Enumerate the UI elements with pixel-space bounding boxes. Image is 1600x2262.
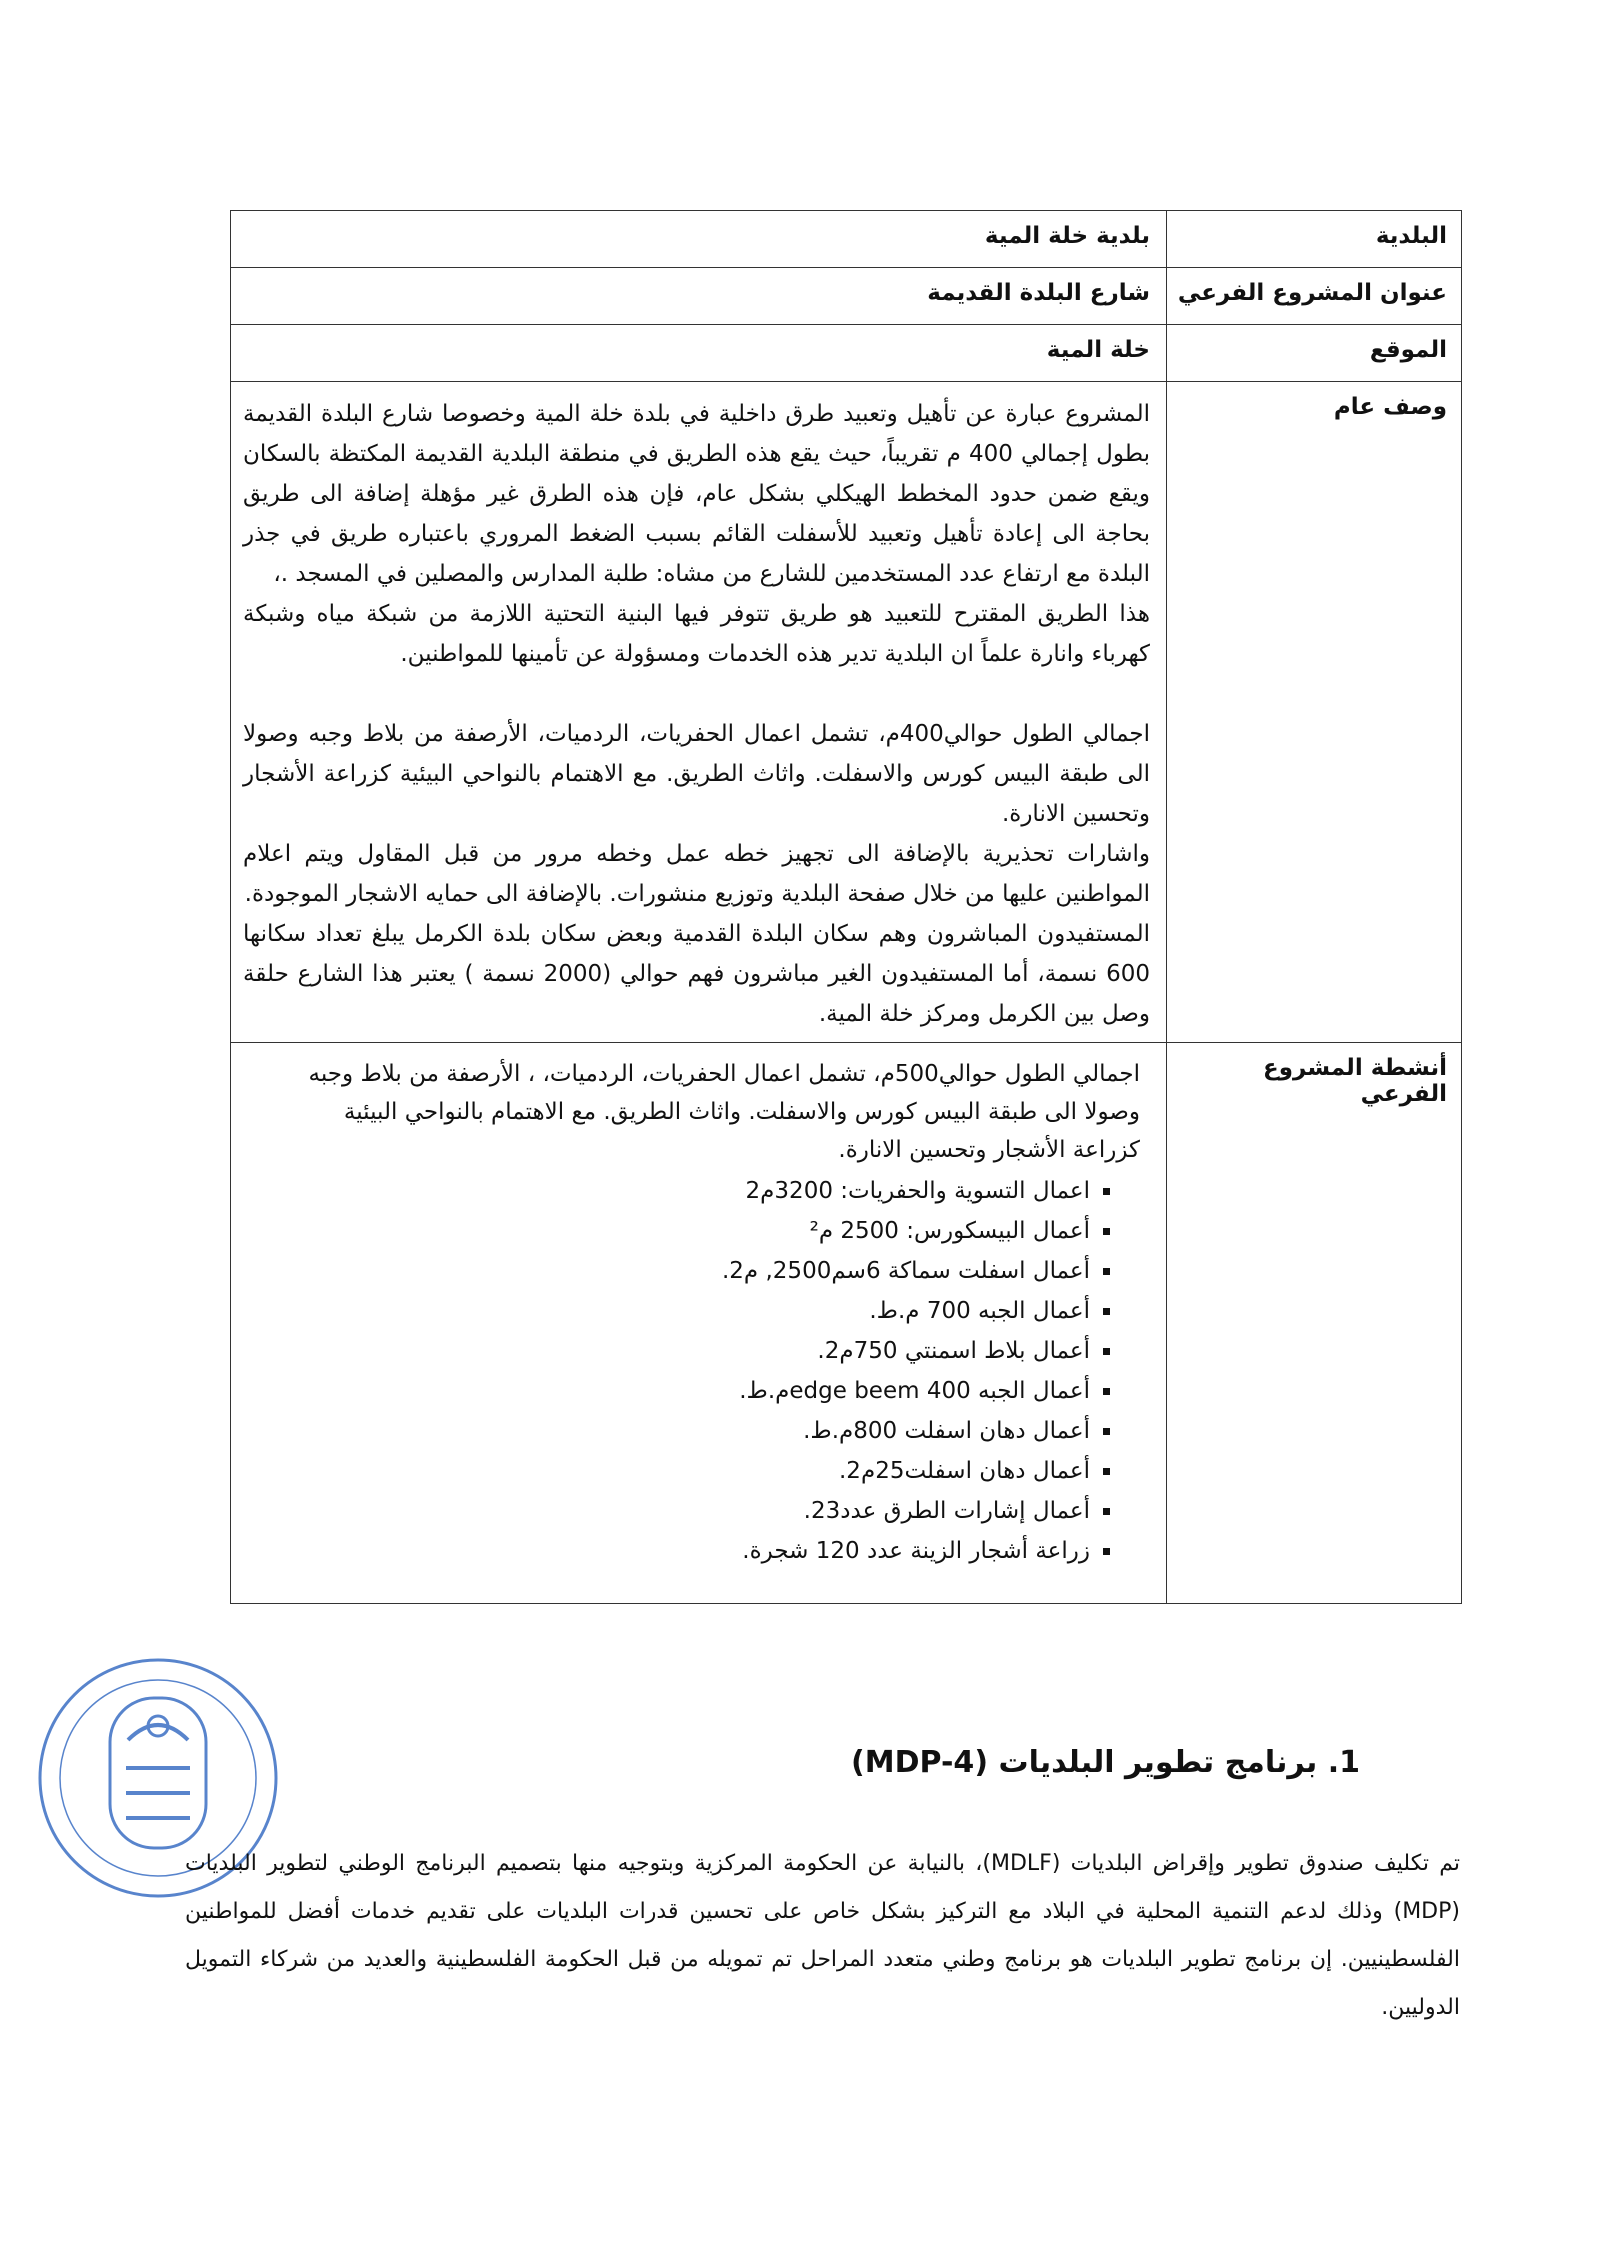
row-label: البلدية [1167, 211, 1462, 268]
list-item: ▪ أعمال الجبه 700 م.ط. [243, 1291, 1090, 1331]
row-value: شارع البلدة القديمة [231, 268, 1167, 325]
list-item: ▪ أعمال البيسكورس: 2500 م² [243, 1211, 1090, 1251]
row-value: خلة المية [231, 325, 1167, 382]
table-row [231, 325, 1462, 382]
row-value: بلدية خلة المية [231, 211, 1167, 268]
section-heading: 1. برنامج تطوير البلديات (MDP-4) [851, 1745, 1360, 1780]
table-row [231, 268, 1462, 325]
description-paragraph: المشروع عبارة عن تأهيل وتعبيد طرق داخلية في بلدة خلة المية وخصوصا شارع البلدة القديمة بطول إجمالي 400 م تقريباً، حيث يقع هذه الطريق في منطقة البلدية القديمة المكتظة بالسكان ويقع ضمن حدود المخطط الهيكلي بشكل عام، فإن هذه الطرق غير مؤهلة إضافة الى طريق بحاجة الى إعادة تأهيل وتعبيد للأسفلت القائم بسبب الضغط المروري باعتباره طريق في جذر البلدة مع ارتفاع عدد المستخدمين للشارع من مشاه: طلبة المدارس والمصلين في المسجد .، [243, 401, 1150, 587]
row-label: الموقع [1167, 325, 1462, 382]
description-cell [231, 382, 1167, 1043]
table-row-description [231, 382, 1462, 1043]
description-paragraph: واشارات تحذيرية بالإضافة الى تجهيز خطه عمل وخطه مرور من قبل المقاول ويتم اعلام المواطنين عليها من خلال صفحة البلدية وتوزيع منشورات. بالإضافة الى حمايه الاشجار الموجودة. [243, 841, 1150, 907]
list-item: ▪ أعمال الجبه edge beem 400م.ط. [243, 1371, 1090, 1411]
activities-label: أنشطة المشروع الفرعي [1167, 1043, 1462, 1604]
table-row [231, 211, 1462, 268]
activities-intro: اجمالي الطول حوالي500م، تشمل اعمال الحفريات، الردميات، ، الأرصفة من بلاط وجبه وصولا الى طبقة البيس كورس والاسفلت. واثاث الطريق. مع الاهتمام بالنواحي البيئية كزراعة الأشجار وتحسين الانارة. [308, 1061, 1140, 1163]
list-item: ▪ اعمال التسوية والحفريات: 3200م2 [243, 1171, 1090, 1211]
list-item: ▪ أعمال إشارات الطرق عدد23. [243, 1491, 1090, 1531]
description-label: وصف عام [1167, 382, 1462, 1043]
description-paragraph: اجمالي الطول حوالي400م، تشمل اعمال الحفريات، الردميات، الأرصفة من بلاط وجبه وصولا الى طبقة البيس كورس والاسفلت. واثاث الطريق. مع الاهتمام بالنواحي البيئية كزراعة الأشجار وتحسين الانارة. [243, 721, 1150, 827]
row-label: عنوان المشروع الفرعي [1167, 268, 1462, 325]
activities-list [243, 1171, 1150, 1571]
list-item: ▪ أعمال دهان اسفلت25م2. [243, 1451, 1090, 1491]
project-info-table [230, 210, 1462, 1604]
description-paragraph: هذا الطريق المقترح للتعبيد هو طريق تتوفر فيها البنية التحتية اللازمة من شبكة مياه وشبكة كهرباء وانارة علماً ان البلدية تدير هذه الخدمات ومسؤولة عن تأمينها للمواطنين. [243, 601, 1150, 667]
list-item: ▪ زراعة أشجار الزينة عدد 120 شجرة. [243, 1531, 1090, 1571]
table-row-activities [231, 1043, 1462, 1604]
activities-cell [231, 1043, 1167, 1604]
list-item: ▪ أعمال بلاط اسمنتي 750م2. [243, 1331, 1090, 1371]
description-paragraph: المستفيدون المباشرون وهم سكان البلدة القدمية وبعض سكان بلدة الكرمل يبلغ تعداد سكانها 600 نسمة، أما المستفيدون الغير مباشرون فهم حوالي (2000 نسمة ) يعتبر هذا الشارع حلقة وصل بين الكرمل ومركز خلة المية. [243, 921, 1151, 1027]
list-item: ▪ أعمال اسفلت سماكة 6سم2500, م2. [243, 1251, 1090, 1291]
section-body: تم تكليف صندوق تطوير وإقراض البلديات (MDLF)، بالنيابة عن الحكومة المركزية وبتوجيه منها بتصميم البرنامج الوطني لتطوير البلديات (MDP) وذلك لدعم التنمية المحلية في البلاد مع التركيز بشكل خاص على تحسين قدرات البلديات على تقديم خدمات أفضل للمواطنين الفلسطينيين. إن برنامج تطوير البلديات هو برنامج وطني متعدد المراحل تم تمويله من قبل الحكومة الفلسطينية والعديد من شركاء التمويل الدوليين. [185, 1851, 1460, 2020]
list-item: ▪ أعمال دهان اسفلت 800م.ط. [243, 1411, 1090, 1451]
